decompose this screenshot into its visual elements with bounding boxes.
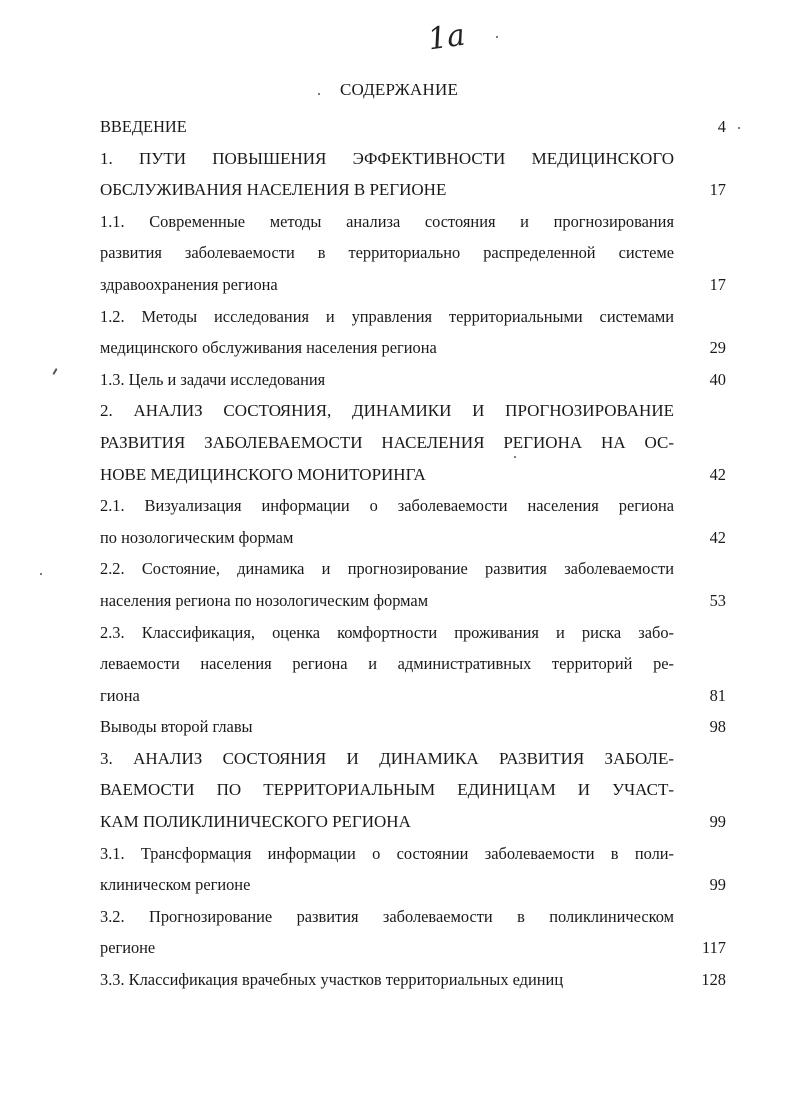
toc-page-number: 17 bbox=[709, 274, 726, 294]
toc-entry-line: леваемости населения региона и административных территорий ре- bbox=[100, 654, 674, 674]
scan-speck bbox=[496, 36, 498, 38]
toc-entry-line: 2.2. Состояние, динамика и прогнозирование развития заболеваемости bbox=[100, 559, 674, 579]
toc-entry bbox=[100, 143, 726, 206]
toc-page-number: 42 bbox=[709, 527, 726, 547]
toc-entry-line: населения региона по нозологическим формам bbox=[100, 590, 429, 610]
toc-entry bbox=[100, 743, 726, 838]
toc-entry-line: по нозологическим формам bbox=[100, 527, 294, 547]
toc-entry-line: 1.2. Методы исследования и управления территориальными системами bbox=[100, 306, 674, 326]
toc-entry-line: 3.1. Трансформация информации о состоянии заболеваемости в поли- bbox=[100, 843, 674, 863]
toc-entry bbox=[100, 490, 726, 553]
toc-entry-line: Выводы второй главы bbox=[100, 717, 253, 737]
toc-entry bbox=[100, 364, 726, 396]
toc-page-number: 128 bbox=[701, 970, 726, 990]
toc-page-number: 99 bbox=[709, 875, 726, 895]
toc-entry bbox=[100, 206, 726, 301]
toc-page-number: 40 bbox=[709, 369, 726, 389]
toc-entry-line: 2.1. Визуализация информации о заболеваемости населения региона bbox=[100, 496, 674, 516]
toc-entry-line: 3. АНАЛИЗ СОСТОЯНИЯ И ДИНАМИКА РАЗВИТИЯ ЗАБОЛЕ- bbox=[100, 748, 674, 768]
page-title: СОДЕРЖАНИЕ bbox=[339, 80, 459, 99]
toc-entry bbox=[100, 111, 726, 143]
toc-page-number: 42 bbox=[709, 464, 726, 484]
toc-entry-line: регионе bbox=[100, 938, 156, 958]
toc-page-number: 53 bbox=[709, 590, 726, 610]
toc-entry-line: гиона bbox=[100, 685, 140, 705]
toc-page-number: 98 bbox=[709, 717, 726, 737]
toc-entry-line: ВАЕМОСТИ ПО ТЕРРИТОРИАЛЬНЫМ ЕДИНИЦАМ И УЧАСТ- bbox=[100, 780, 674, 800]
toc-entry-line: 2.3. Классификация, оценка комфортности проживания и риска забо- bbox=[100, 622, 674, 642]
scan-speck bbox=[514, 456, 516, 458]
toc-entry-line: 3.2. Прогнозирование развития заболеваемости в поликлиническом bbox=[100, 906, 674, 926]
table-of-contents bbox=[100, 111, 726, 996]
toc-entry bbox=[100, 711, 726, 743]
toc-entry-line: клиническом регионе bbox=[100, 875, 251, 895]
toc-page-number: 4 bbox=[717, 117, 726, 136]
toc-entry-line: КАМ ПОЛИКЛИНИЧЕСКОГО РЕГИОНА bbox=[100, 812, 411, 832]
scan-speck bbox=[52, 368, 57, 375]
toc-entry bbox=[100, 838, 726, 901]
toc-entry-line: ВВЕДЕНИЕ bbox=[100, 117, 187, 136]
toc-entry bbox=[100, 901, 726, 964]
toc-entry-line: 3.3. Классификация врачебных участков территориальных единиц bbox=[100, 970, 564, 990]
toc-entry bbox=[100, 617, 726, 712]
toc-entry-line: 1.3. Цель и задачи исследования bbox=[100, 369, 326, 389]
toc-page-number: 117 bbox=[702, 938, 726, 958]
toc-entry-line: НОВЕ МЕДИЦИНСКОГО МОНИТОРИНГА bbox=[100, 464, 426, 484]
toc-entry-line: 2. АНАЛИЗ СОСТОЯНИЯ, ДИНАМИКИ И ПРОГНОЗИРОВАНИЕ bbox=[100, 401, 674, 421]
handwritten-page-mark: 1а bbox=[425, 17, 468, 58]
scan-speck bbox=[40, 573, 42, 575]
toc-page-number: 17 bbox=[709, 180, 726, 200]
toc-entry-line: развития заболеваемости в территориально распределенной системе bbox=[100, 243, 674, 263]
toc-entry-line: ОБСЛУЖИВАНИЯ НАСЕЛЕНИЯ В РЕГИОНЕ bbox=[100, 180, 447, 200]
toc-entry-line: 1. ПУТИ ПОВЫШЕНИЯ ЭФФЕКТИВНОСТИ МЕДИЦИНСКОГО bbox=[100, 148, 674, 168]
toc-page-number: 81 bbox=[709, 685, 726, 705]
toc-entry-line: здравоохранения региона bbox=[100, 274, 278, 294]
toc-entry bbox=[100, 395, 726, 490]
toc-entry-line: 1.1. Современные методы анализа состояния и прогнозирования bbox=[100, 211, 674, 231]
scan-speck bbox=[318, 93, 320, 95]
scan-speck bbox=[738, 127, 740, 129]
toc-entry bbox=[100, 301, 726, 364]
toc-entry-line: медицинского обслуживания населения региона bbox=[100, 338, 437, 358]
toc-entry-line: РАЗВИТИЯ ЗАБОЛЕВАЕМОСТИ НАСЕЛЕНИЯ РЕГИОНА НА ОС- bbox=[100, 432, 674, 452]
toc-page-number: 99 bbox=[709, 812, 726, 832]
toc-entry bbox=[100, 964, 726, 996]
toc-entry bbox=[100, 553, 726, 616]
toc-page-number: 29 bbox=[709, 338, 726, 358]
